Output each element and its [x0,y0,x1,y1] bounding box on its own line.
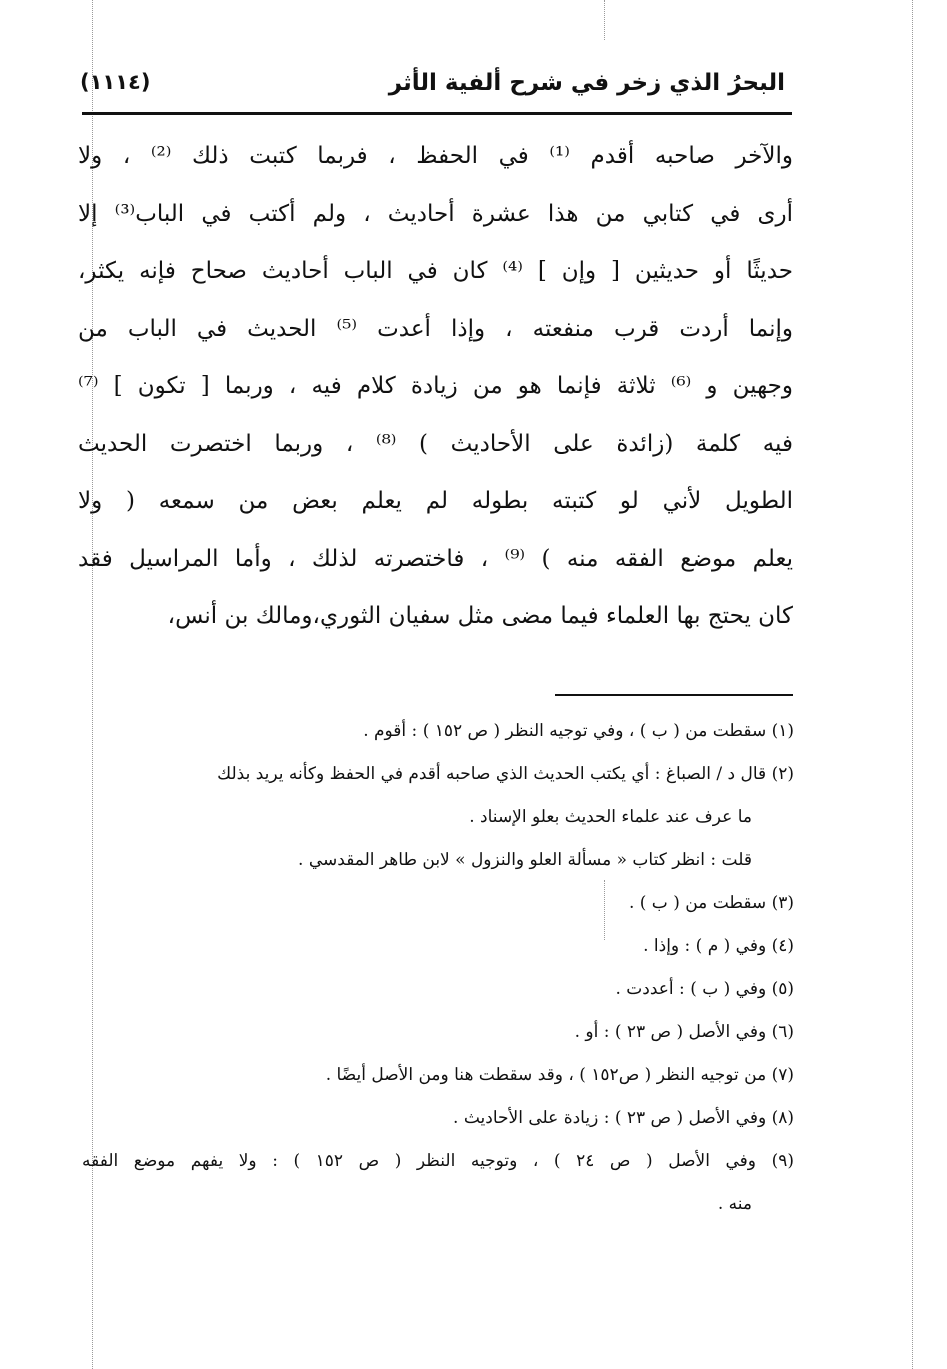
page-number: (١١١٤) [80,70,151,94]
footnote: (٩) وفي الأصل ( ص ٢٤ ) ، وتوجيه النظر ( ص ١٥٢ ) : ولا يفهم موضع الفقه [82,1151,794,1171]
footnote: (٦) وفي الأصل ( ص ٢٣ ) : أو . [574,1022,794,1042]
footnotes [82,710,794,1226]
text-line: الطويل لأني لو كتبته بطوله لم يعلم بعض من سمعه ( ولا [78,488,793,514]
scan-dotted-line [604,0,605,40]
text-line: وجهين و ⁽⁶⁾ ثلاثة فإنما هو من زيادة كلام فيه ، وربما [ تكون ] ⁽⁷⁾ [78,373,793,399]
footnote-continuation: ما عرف عند علماء الحديث بعلو الإسناد . [469,807,752,827]
main-text [78,128,793,646]
footnote: (٧) من توجيه النظر ( ص١٥٢ ) ، وقد سقطت هنا ومن الأصل أيضًا . [325,1065,794,1085]
footnote: (٥) وفي ( ب ) : أعددت . [615,979,794,999]
book-title: البحرُ الذي زخر في شرح ألفية الأثر [388,70,785,96]
footnote-continuation: قلت : انظر كتاب « مسألة العلو والنزول » لابن طاهر المقدسي . [298,850,752,870]
footnote: (٣) سقطت من ( ب ) . [628,893,794,913]
text-line: كان يحتج بها العلماء فيما مضى مثل سفيان الثوري،ومالك بن أنس، [167,603,793,629]
footnote-separator [555,694,793,696]
footnote: (٤) وفي ( م ) : وإذا . [643,936,794,956]
footnote: (٨) وفي الأصل ( ص ٢٣ ) : زيادة على الأحاديث . [453,1108,794,1128]
text-line: حديثًا أو حديثين [ وإن ] ⁽⁴⁾ كان في الباب أحاديث صحاح فإنه يكثر، [78,258,793,284]
text-line: والآخر صاحبه أقدم ⁽¹⁾ في الحفظ ، فربما كتبت ذلك ⁽²⁾ ، ولا [78,143,793,169]
scan-dotted-line [912,0,913,1369]
running-header [70,68,785,110]
text-line: أرى في كتابي من هذا عشرة أحاديث ، ولم أكتب في الباب⁽³⁾ إلا [78,200,793,227]
text-line: وإنما أردت قرب منفعته ، وإذا أعدت ⁽⁵⁾ الحديث في الباب من [78,315,793,342]
text-line: فيه كلمة (زائدة على الأحاديث ) ⁽⁸⁾ ، وربما اختصرت الحديث [78,430,793,457]
footnote: (١) سقطت من ( ب ) ، وفي توجيه النظر ( ص ١٥٢ ) : أقوم . [363,721,794,741]
footnote: (٢) قال د / الصباغ : أي يكتب الحديث الذي صاحبه أقدم في الحفظ وكأنه يريد بذلك [217,764,794,784]
header-rule [82,112,792,115]
text-line: يعلم موضع الفقه منه ) ⁽⁹⁾ ، فاختصرته لذلك ، وأما المراسيل فقد [78,545,793,572]
footnote-continuation: منه . [717,1194,752,1214]
